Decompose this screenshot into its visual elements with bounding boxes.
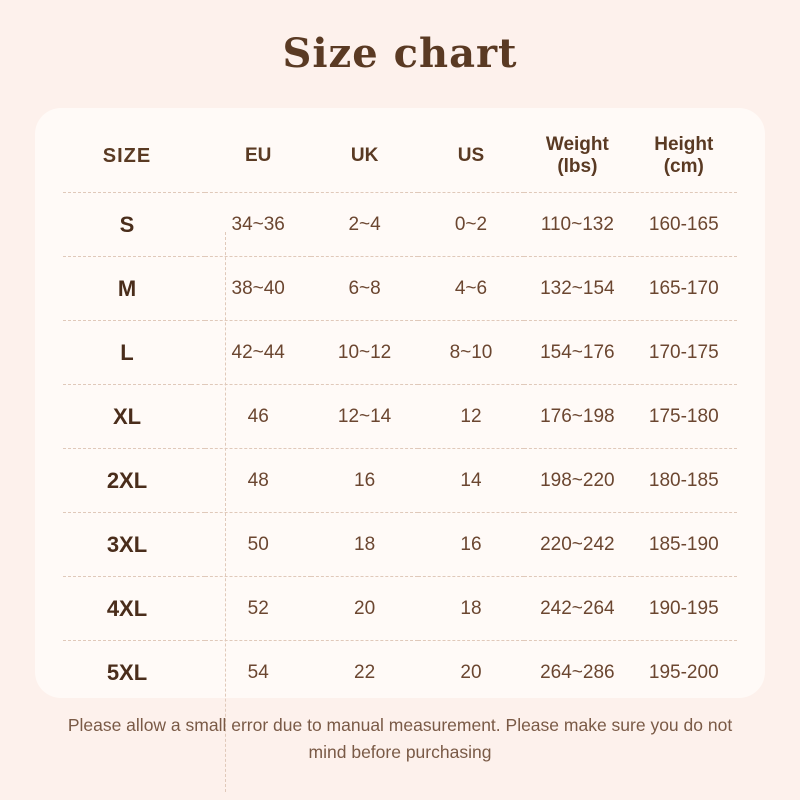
cell-height: 165-170	[631, 257, 737, 321]
table-header-row	[63, 120, 737, 193]
column-spacer	[191, 120, 205, 193]
cell-size: M	[63, 257, 191, 321]
table-row	[63, 577, 737, 641]
cell-spacer	[191, 193, 205, 257]
cell-height: 185-190	[631, 513, 737, 577]
cell-uk: 6~8	[311, 257, 417, 321]
cell-eu: 34~36	[205, 193, 311, 257]
table-row	[63, 193, 737, 257]
cell-uk: 20	[311, 577, 417, 641]
cell-size: 5XL	[63, 641, 191, 705]
cell-weight: 154~176	[524, 321, 630, 385]
cell-us: 18	[418, 577, 524, 641]
table-row	[63, 257, 737, 321]
size-chart-card	[35, 108, 765, 698]
column-header-size: SIZE	[102, 144, 152, 167]
cell-spacer	[191, 577, 205, 641]
cell-spacer	[191, 513, 205, 577]
cell-height: 175-180	[631, 385, 737, 449]
cell-uk: 16	[311, 449, 417, 513]
cell-us: 4~6	[418, 257, 524, 321]
table-row	[63, 449, 737, 513]
table-row	[63, 321, 737, 385]
cell-weight: 242~264	[524, 577, 630, 641]
cell-us: 0~2	[418, 193, 524, 257]
size-chart-table	[63, 120, 737, 704]
cell-eu: 54	[205, 641, 311, 705]
cell-size: 4XL	[63, 577, 191, 641]
cell-us: 16	[418, 513, 524, 577]
column-header-us: US	[457, 145, 485, 167]
cell-uk: 22	[311, 641, 417, 705]
page-title: Size chart	[282, 30, 518, 77]
cell-us: 20	[418, 641, 524, 705]
cell-eu: 50	[205, 513, 311, 577]
cell-us: 8~10	[418, 321, 524, 385]
cell-uk: 18	[311, 513, 417, 577]
table-row	[63, 385, 737, 449]
cell-spacer	[191, 641, 205, 705]
column-header-eu: EU	[244, 145, 272, 167]
cell-height: 195-200	[631, 641, 737, 705]
cell-size: 3XL	[63, 513, 191, 577]
cell-size: L	[63, 321, 191, 385]
cell-us: 14	[418, 449, 524, 513]
cell-weight: 110~132	[524, 193, 630, 257]
cell-height: 180-185	[631, 449, 737, 513]
cell-eu: 42~44	[205, 321, 311, 385]
table-row	[63, 513, 737, 577]
column-header-weight-line1: Weight	[545, 134, 609, 156]
table-body	[63, 193, 737, 705]
cell-eu: 46	[205, 385, 311, 449]
cell-weight: 176~198	[524, 385, 630, 449]
column-header-weight	[524, 120, 630, 193]
cell-spacer	[191, 321, 205, 385]
cell-weight: 198~220	[524, 449, 630, 513]
cell-size: XL	[63, 385, 191, 449]
column-header-weight-line2: (lbs)	[557, 156, 598, 177]
cell-size: S	[63, 193, 191, 257]
vertical-divider	[225, 232, 226, 792]
table-row	[63, 641, 737, 705]
cell-uk: 12~14	[311, 385, 417, 449]
column-header-height-line1: Height	[654, 134, 714, 156]
column-header-height-line2: (cm)	[663, 156, 704, 177]
cell-weight: 220~242	[524, 513, 630, 577]
cell-height: 160-165	[631, 193, 737, 257]
cell-spacer	[191, 385, 205, 449]
cell-uk: 10~12	[311, 321, 417, 385]
cell-uk: 2~4	[311, 193, 417, 257]
cell-height: 190-195	[631, 577, 737, 641]
cell-eu: 52	[205, 577, 311, 641]
cell-eu: 38~40	[205, 257, 311, 321]
measurement-disclaimer: Please allow a small error due to manual measurement. Please make sure you do not mind before purchasing	[67, 715, 733, 763]
cell-height: 170-175	[631, 321, 737, 385]
column-header-height	[631, 120, 737, 193]
cell-eu: 48	[205, 449, 311, 513]
cell-weight: 132~154	[524, 257, 630, 321]
column-header-uk: UK	[350, 145, 379, 167]
cell-spacer	[191, 257, 205, 321]
table-header	[63, 120, 737, 193]
cell-weight: 264~286	[524, 641, 630, 705]
cell-us: 12	[418, 385, 524, 449]
cell-spacer	[191, 449, 205, 513]
cell-size: 2XL	[63, 449, 191, 513]
